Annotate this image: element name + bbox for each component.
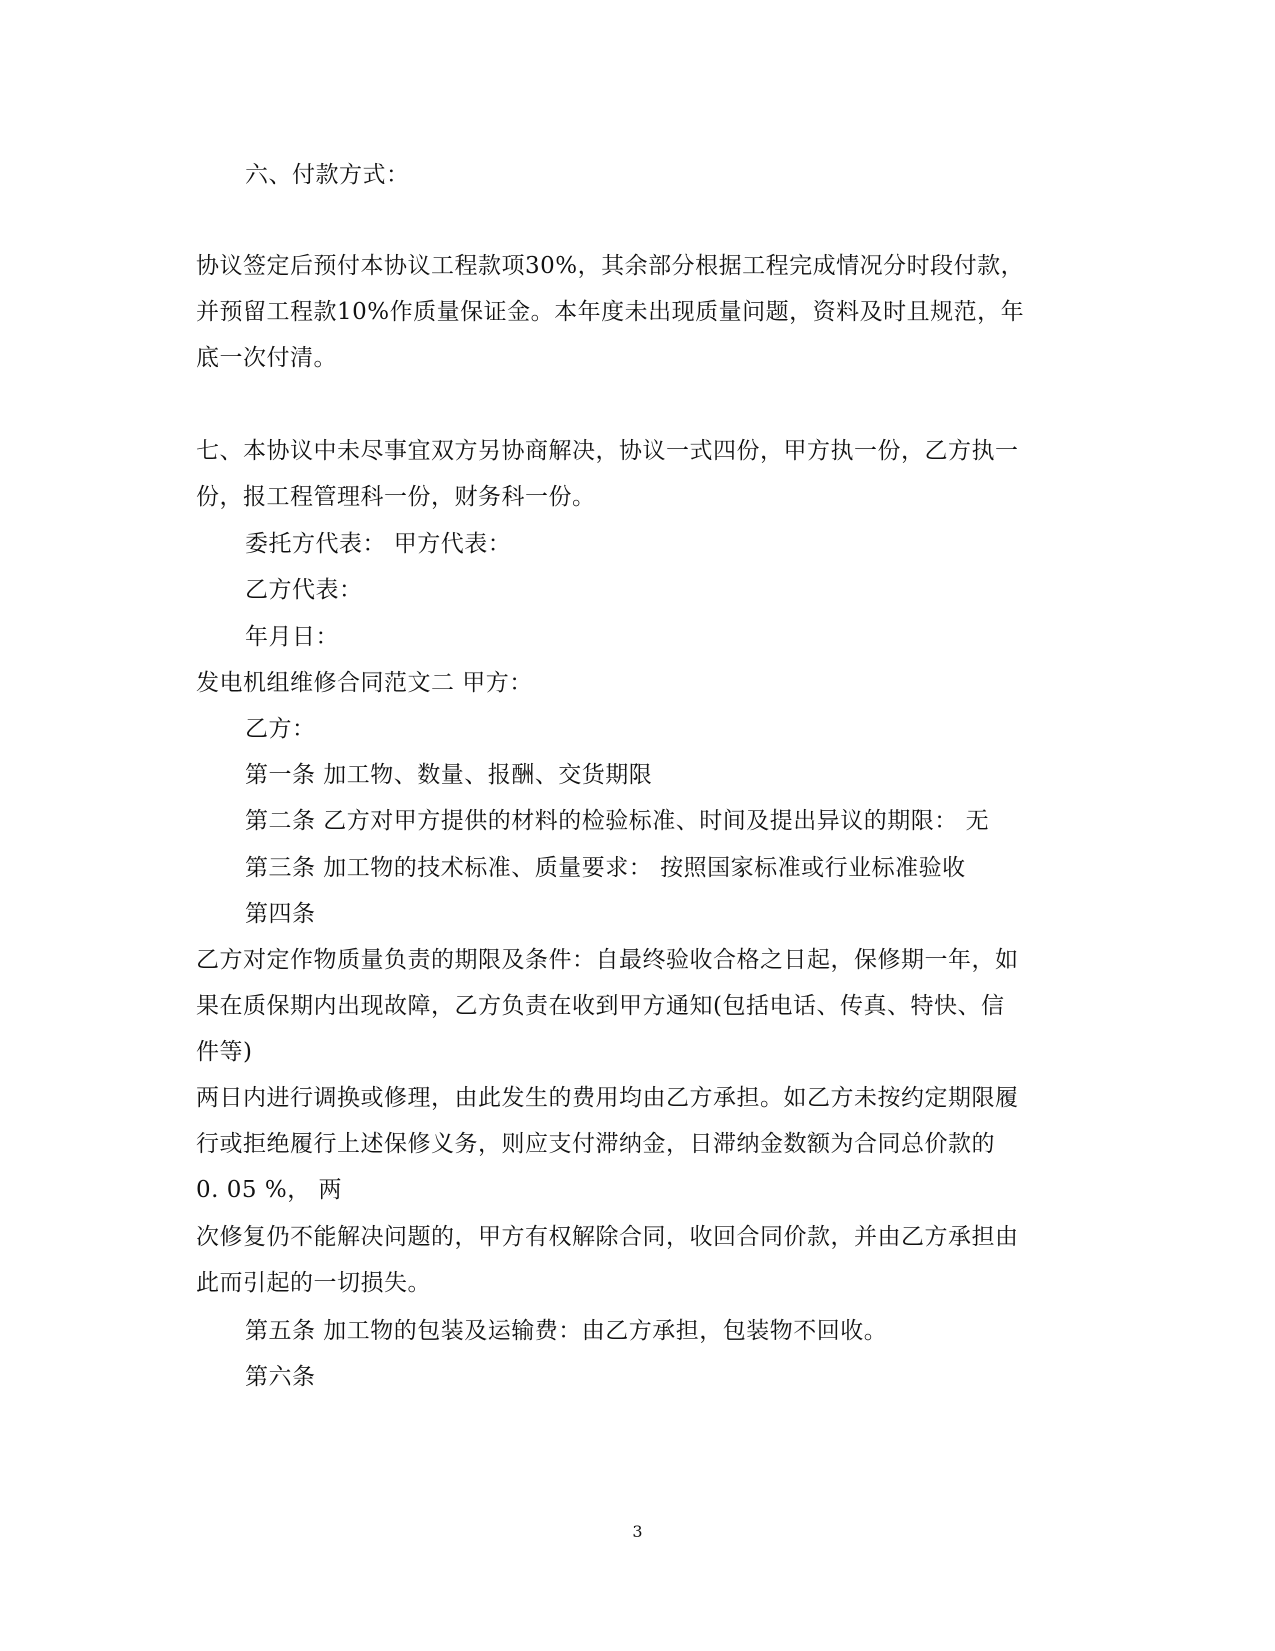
paragraph-line: 底一次付清。: [196, 345, 337, 371]
article-line: 第四条: [245, 901, 316, 927]
paragraph-line: 行或拒绝履行上述保修义务，则应支付滞纳金，日滞纳金数额为合同总价款的: [196, 1131, 995, 1157]
paragraph-line: 协议签定后预付本协议工程款项30%，其余部分根据工程完成情况分时段付款，: [196, 253, 1025, 279]
paragraph-line: 乙方对定作物质量负责的期限及条件：自最终验收合格之日起，保修期一年，如: [196, 947, 1019, 973]
signature-line: 乙方代表：: [245, 577, 363, 603]
article-line: 第二条 乙方对甲方提供的材料的检验标准、时间及提出异议的期限： 无: [245, 808, 990, 834]
paragraph-line: 并预留工程款10%作质量保证金。本年度未出现质量问题，资料及时且规范，年: [196, 299, 1025, 325]
date-line: 年月日：: [245, 624, 339, 650]
paragraph-line: 件等): [196, 1039, 253, 1065]
paragraph-line: 果在质保期内出现故障，乙方负责在收到甲方通知(包括电话、传真、特快、信: [196, 993, 1005, 1019]
paragraph-line: 次修复仍不能解决问题的，甲方有权解除合同，收回合同价款，并由乙方承担由: [196, 1224, 1019, 1250]
paragraph-line: 份，报工程管理科一份，财务科一份。: [196, 484, 596, 510]
section-six-heading: 六、付款方式：: [245, 162, 410, 188]
signature-line: 委托方代表： 甲方代表：: [245, 531, 512, 557]
contract-title-line: 发电机组维修合同范文二 甲方：: [196, 670, 533, 696]
paragraph-line: 0. 05 %， 两: [196, 1177, 342, 1203]
section-seven-line: 七、本协议中未尽事宜双方另协商解决，协议一式四份，甲方执一份，乙方执一: [196, 438, 1019, 464]
paragraph-line: 两日内进行调换或修理，由此发生的费用均由乙方承担。如乙方未按约定期限履: [196, 1085, 1019, 1111]
party-line: 乙方：: [245, 716, 316, 742]
article-line: 第三条 加工物的技术标准、质量要求： 按照国家标准或行业标准验收: [245, 855, 966, 881]
article-line: 第一条 加工物、数量、报酬、交货期限: [245, 762, 653, 788]
article-line: 第五条 加工物的包装及运输费：由乙方承担，包装物不回收。: [245, 1318, 888, 1344]
page-number: 3: [632, 1522, 643, 1541]
article-line: 第六条: [245, 1364, 316, 1390]
paragraph-line: 此而引起的一切损失。: [196, 1270, 431, 1296]
